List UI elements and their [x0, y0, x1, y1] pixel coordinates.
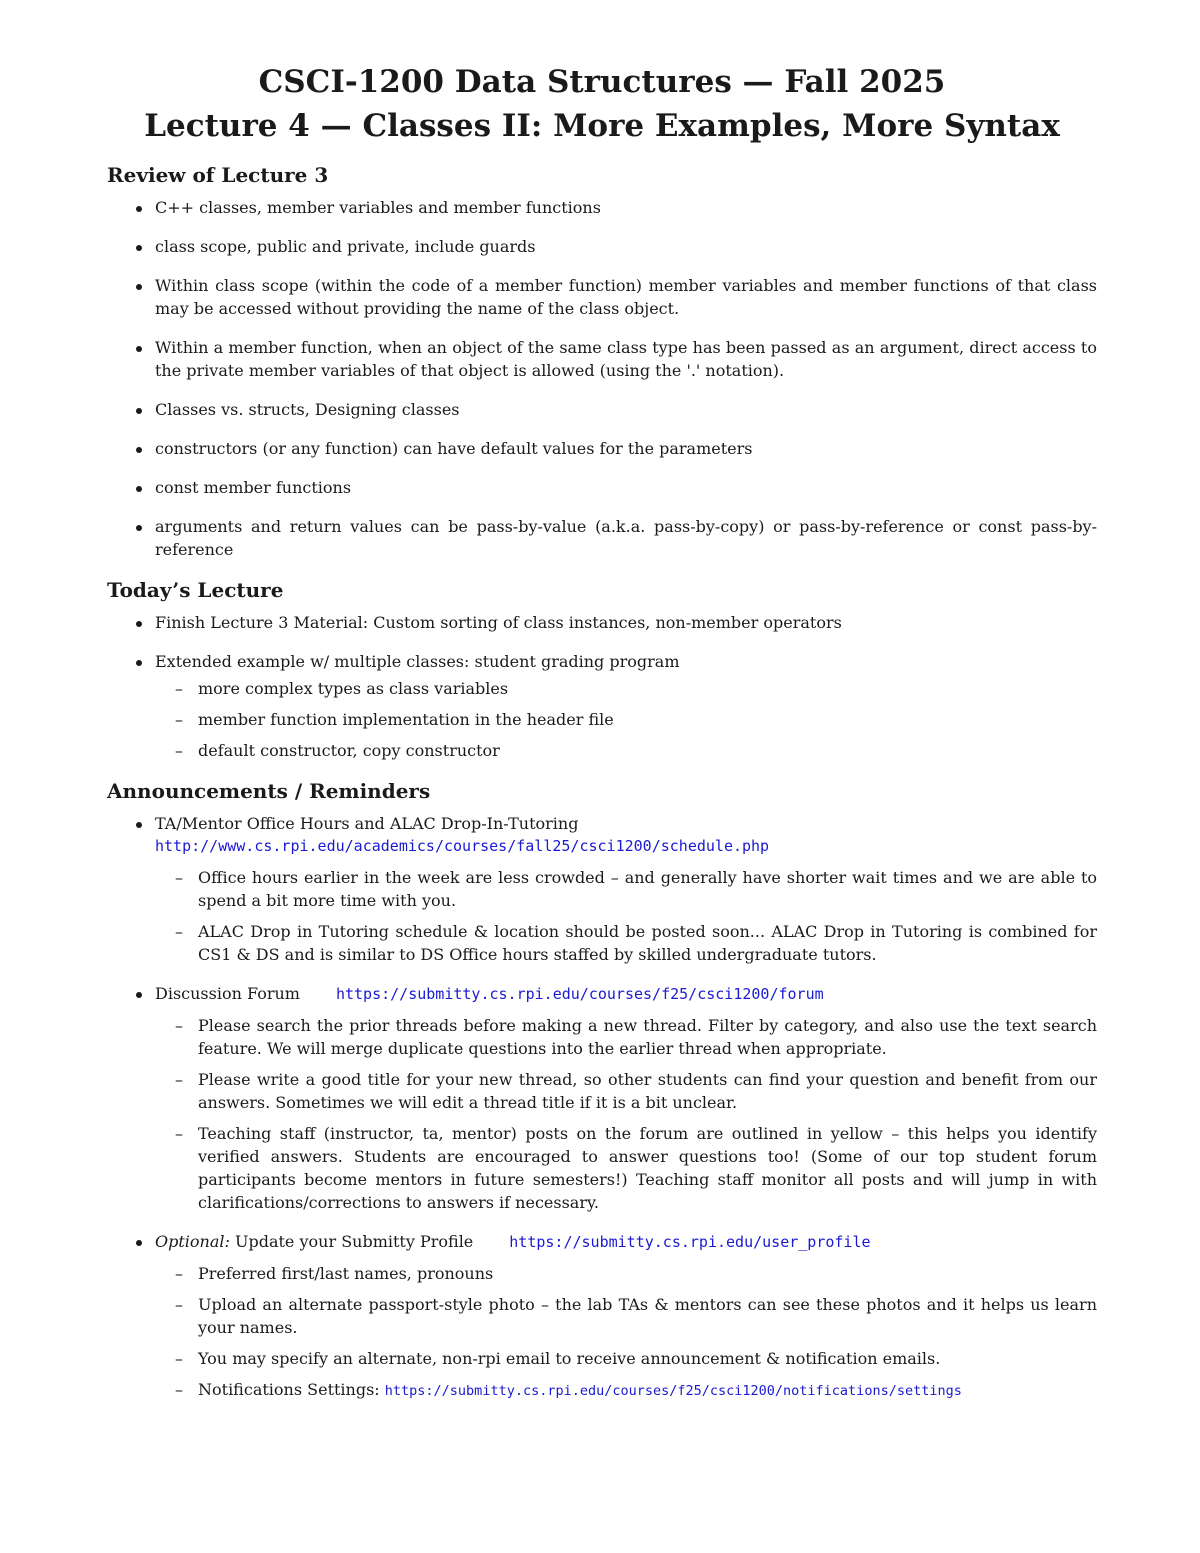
sub-list	[155, 1262, 1097, 1403]
list-item: class scope, public and private, include guards	[107, 235, 1097, 258]
list-item: Classes vs. structs, Designing classes	[107, 398, 1097, 421]
sub-list-item: – Preferred first/last names, pronouns	[155, 1262, 1097, 1285]
list-item: C++ classes, member variables and member functions	[107, 196, 1097, 219]
today-heading: Today’s Lecture	[107, 578, 284, 602]
sub-list-item: – Please write a good title for your new thread, so other students can find your question and benefit from our answers. Sometimes we will edit a thread title if it is a bit unclear.	[155, 1068, 1097, 1114]
sub-list	[155, 1014, 1097, 1214]
list-item: arguments and return values can be pass-by-value (a.k.a. pass-by-copy) or pass-by-reference or const pass-by-reference	[107, 515, 1097, 561]
list-item-label: Extended example w/ multiple classes: student grading program	[155, 652, 680, 671]
sub-list-item: – Please search the prior threads before making a new thread. Filter by category, and also use the text search feature. We will merge duplicate questions into the earlier thread when appropriate.	[155, 1014, 1097, 1060]
forum-item	[107, 982, 1097, 1214]
review-heading: Review of Lecture 3	[107, 163, 329, 187]
sub-list-item: – ALAC Drop in Tutoring schedule & location should be posted soon... ALAC Drop in Tutoring is combined for CS1 & DS and is similar to DS Office hours staffed by skilled undergraduate tutors.	[155, 920, 1097, 966]
schedule-link[interactable]: http://www.cs.rpi.edu/academics/courses/fall25/csci1200/schedule.php	[155, 837, 770, 855]
sub-list-item: – member function implementation in the header file	[155, 708, 1097, 731]
review-list	[107, 196, 1097, 561]
announcements-heading: Announcements / Reminders	[107, 779, 431, 803]
lecture-page	[107, 60, 1097, 1419]
office-hours-item	[107, 812, 1097, 966]
sub-list-item: – Upload an alternate passport-style photo – the lab TAs & mentors can see these photos and it helps us learn your names.	[155, 1293, 1097, 1339]
today-list	[107, 611, 1097, 762]
review-section	[107, 162, 1097, 561]
announcements-section	[107, 778, 1097, 1403]
list-item: Finish Lecture 3 Material: Custom sorting of class instances, non-member operators	[107, 611, 1097, 634]
sub-list-item	[155, 1378, 1097, 1403]
profile-label: Update your Submitty Profile	[234, 1232, 474, 1251]
list-item: Within a member function, when an object of the same class type has been passed as an argument, direct access to the private member variables of that object is allowed (using the '.' notation).	[107, 336, 1097, 382]
sub-list	[155, 677, 1097, 762]
sub-list-item: – Teaching staff (instructor, ta, mentor) posts on the forum are outlined in yellow – this helps you identify verified answers. Students are encouraged to answer questions too! (Some of our top student forum participants become mentors in future semesters!) Teaching staff monitor all posts and will jump in with clarifications/corrections to answers if necessary.	[155, 1122, 1097, 1214]
profile-item	[107, 1230, 1097, 1403]
lecture-title: Lecture 4 — Classes II: More Examples, More Syntax	[144, 108, 1060, 144]
announcements-list	[107, 812, 1097, 1403]
forum-label: Discussion Forum	[155, 984, 300, 1003]
forum-link[interactable]: https://submitty.cs.rpi.edu/courses/f25/csci1200/forum	[335, 985, 824, 1003]
optional-label: Optional:	[155, 1232, 230, 1251]
today-section	[107, 577, 1097, 762]
list-item: const member functions	[107, 476, 1097, 499]
sub-list	[155, 866, 1097, 966]
profile-link[interactable]: https://submitty.cs.rpi.edu/user_profile	[509, 1233, 871, 1251]
office-hours-label: TA/Mentor Office Hours and ALAC Drop-In-Tutoring	[155, 814, 579, 833]
sub-list-item: – default constructor, copy constructor	[155, 739, 1097, 762]
sub-list-item: – You may specify an alternate, non-rpi email to receive announcement & notification emails.	[155, 1347, 1097, 1370]
sub-list-item: – more complex types as class variables	[155, 677, 1097, 700]
course-title: CSCI-1200 Data Structures — Fall 2025	[258, 64, 946, 100]
list-item: Within class scope (within the code of a member function) member variables and member functions of that class may be accessed without providing the name of the class object.	[107, 274, 1097, 320]
notifications-link[interactable]: https://submitty.cs.rpi.edu/courses/f25/csci1200/notifications/settings	[384, 1383, 962, 1399]
list-item: constructors (or any function) can have default values for the parameters	[107, 437, 1097, 460]
sub-list-item: – Office hours earlier in the week are less crowded – and generally have shorter wait times and we are able to spend a bit more time with you.	[155, 866, 1097, 912]
notifications-label: Notifications Settings:	[198, 1380, 380, 1399]
list-item	[107, 650, 1097, 762]
